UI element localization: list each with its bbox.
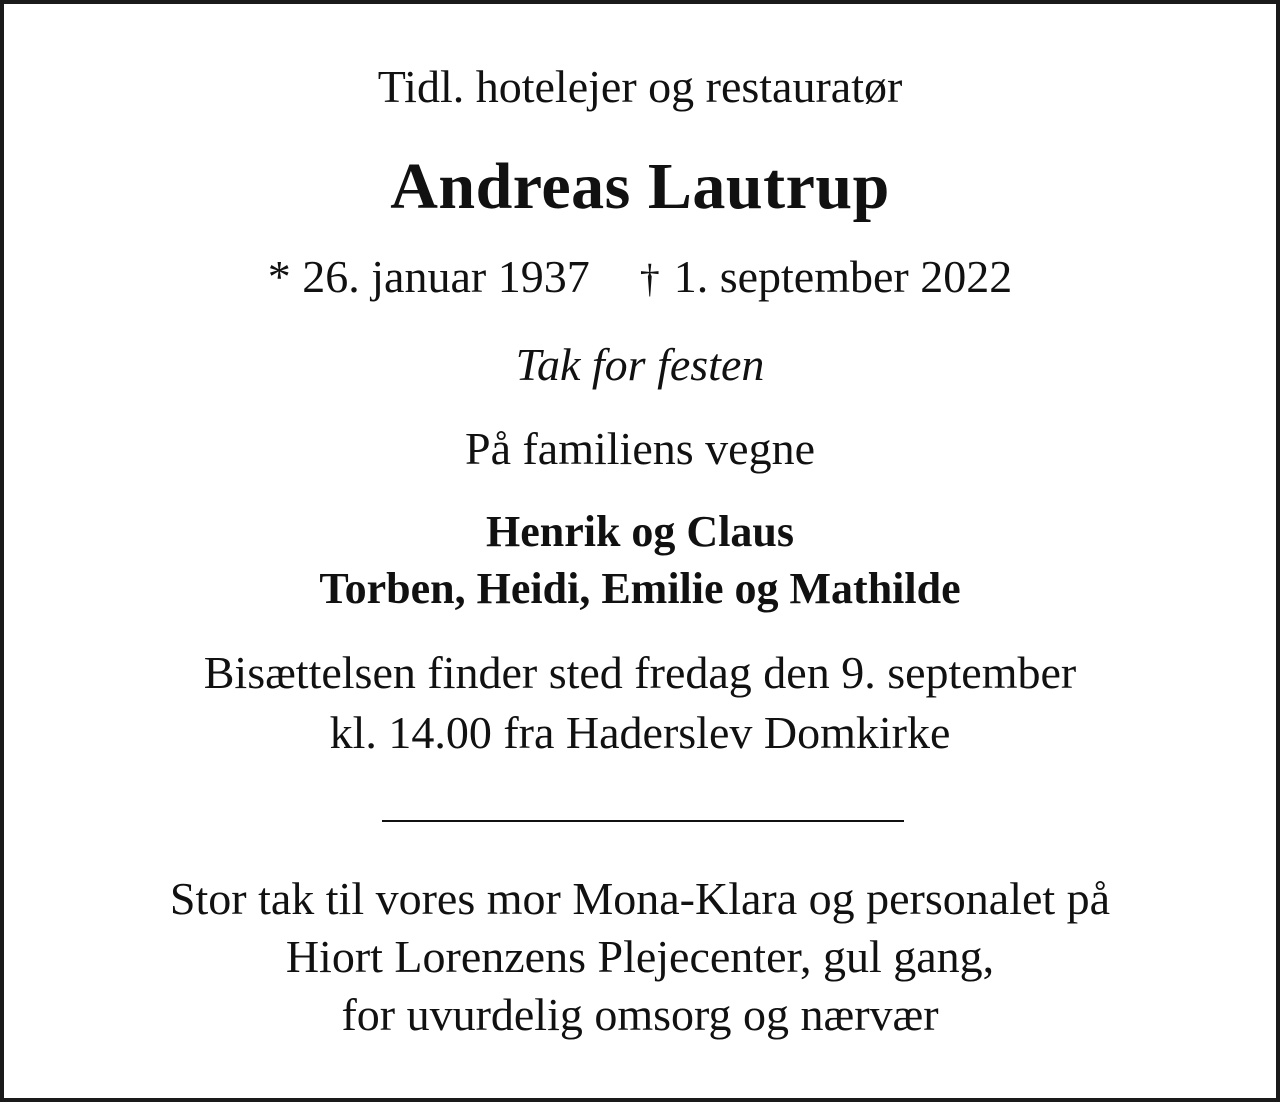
family-names-line: Henrik og Claus <box>485 507 795 556</box>
thanks-line: Stor tak til vores mor Mona-Klara og personalet på <box>169 873 1111 924</box>
thanks-line: Hiort Lorenzens Plejecenter, gul gang, <box>285 931 995 982</box>
deceased-name: Andreas Lautrup <box>390 150 890 223</box>
occupation-title: Tidl. hotelejer og restauratør <box>377 61 903 112</box>
thanks-line: for uvurdelig omsorg og nærvær <box>341 989 939 1040</box>
death-date: 1. september 2022 <box>673 251 1013 302</box>
funeral-info-line: kl. 14.00 fra Haderslev Domkirke <box>329 707 951 758</box>
on-behalf-of-family: På familiens vegne <box>464 423 815 474</box>
funeral-info-line: Bisættelsen finder sted fredag den 9. september <box>203 647 1077 698</box>
family-names-line: Torben, Heidi, Emilie og Mathilde <box>319 564 961 613</box>
birth-date: * 26. januar 1937 <box>267 251 590 302</box>
life-dates <box>4 251 1276 302</box>
motto: Tak for festen <box>515 339 765 390</box>
divider-line <box>382 820 904 822</box>
cross-icon: † <box>639 256 660 301</box>
